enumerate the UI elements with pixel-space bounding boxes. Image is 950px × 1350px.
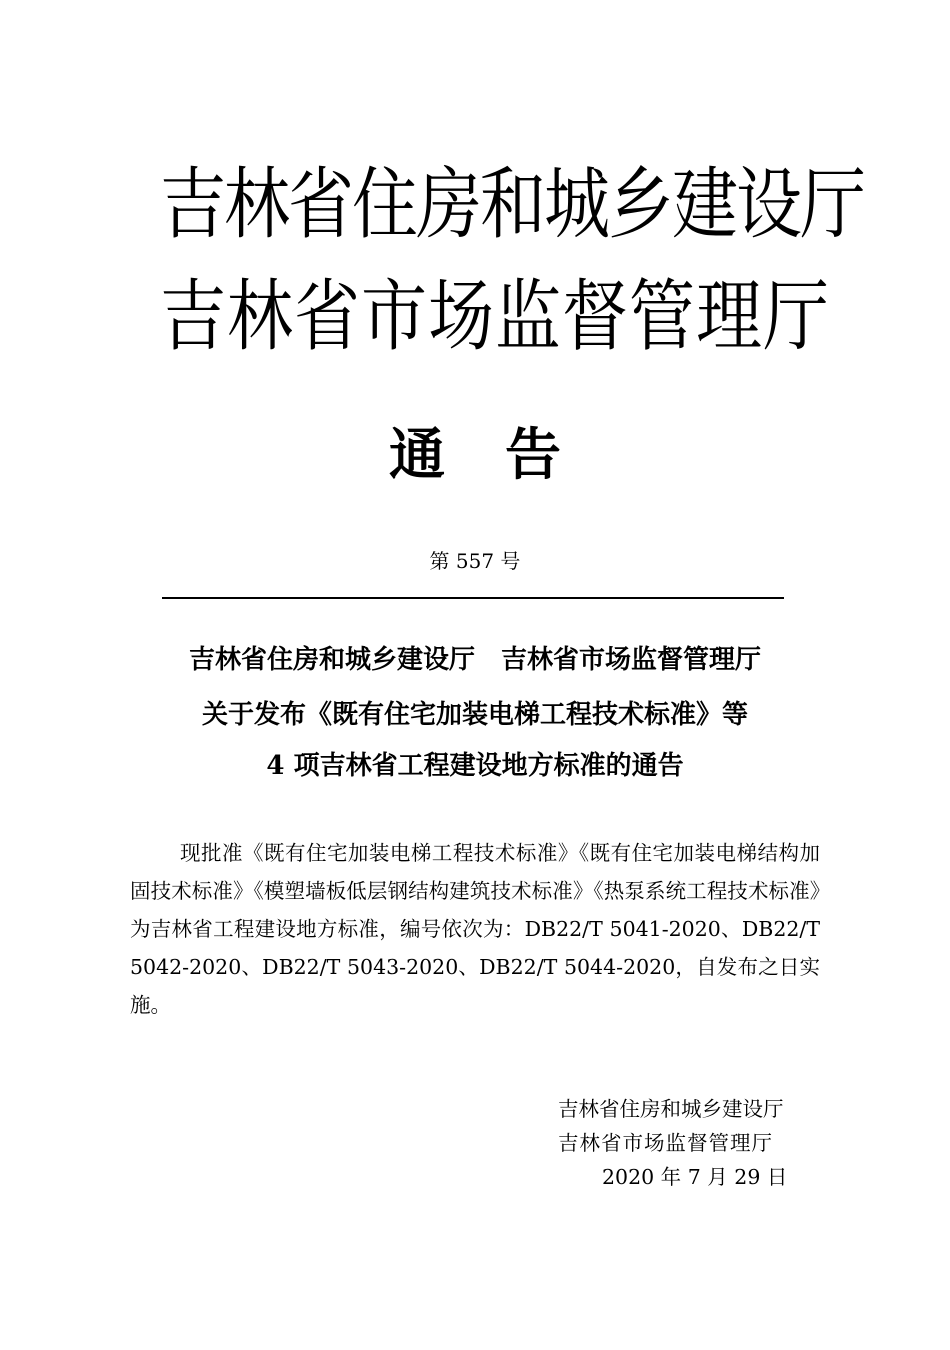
notice-title: 通告 [389,422,621,488]
signature-org-market: 吉林省市场监督管理厅 [558,1131,773,1155]
signature-date: 2020 年 7 月 29 日 [602,1165,788,1189]
subject-line-2: 关于发布《既有住宅加装电梯工程技术标准》等 [201,700,748,730]
signature-org-housing: 吉林省住房和城乡建设厅 [558,1097,784,1121]
body-paragraph: 现批准《既有住宅加装电梯工程技术标准》《既有住宅加装电梯结构加固技术标准》《模塑墙板低层钢结构建筑技术标准》《热泵系统工程技术标准》为吉林省工程建设地方标准，编号依次为：DB22/T 5041-2020、DB22/T 5042-2020、DB22/T 5043-2020、DB22/T 5044-2020，自发布之日实施。 [130,841,820,1017]
issuer-header-housing: 吉林省住房和城乡建设厅 [160,159,864,251]
signature-block [540,1092,840,1194]
document-number: 第 557 号 [429,549,521,573]
subject-line-3: 4 项吉林省工程建设地方标准的通告 [266,751,684,781]
subject-line-1: 吉林省住房和城乡建设厅 吉林省市场监督管理厅 [188,645,761,675]
issuer-header-market: 吉林省市场监督管理厅 [160,271,830,363]
header-divider [162,597,784,599]
